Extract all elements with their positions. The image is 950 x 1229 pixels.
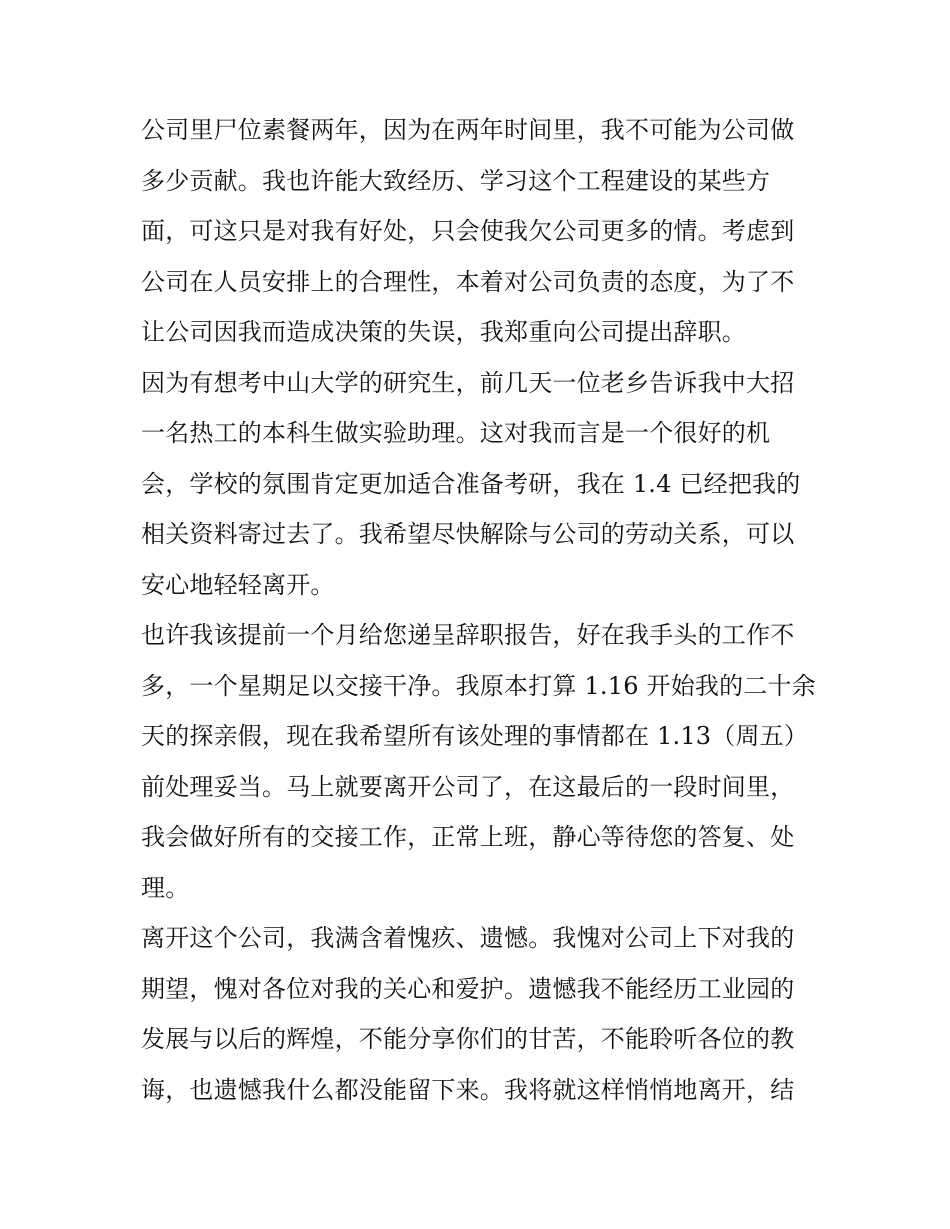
text-line: 相关资料寄过去了。我希望尽快解除与公司的劳动关系，可以	[141, 520, 795, 548]
text-line: 多，一个星期足以交接干净。我原本打算 1.16 开始我的二十余	[141, 671, 816, 700]
text-line: 安心地轻轻离开。	[141, 570, 335, 599]
text-line: 面，可这只是对我有好处，只会使我欠公司更多的情。考虑到	[141, 217, 795, 245]
text-line: 多少贡献。我也许能大致经历、学习这个工程建设的某些方	[141, 166, 771, 195]
text-line: 因为有想考中山大学的研究生，前几天一位老乡告诉我中大招	[141, 368, 795, 397]
text-line: 公司在人员安排上的合理性，本着对公司负责的态度，为了不	[141, 267, 795, 296]
text-line: 会，学校的氛围肯定更加适合准备考研，我在 1.4 已经把我的	[141, 469, 801, 498]
text-line: 理。	[141, 873, 190, 902]
text-line: 天的探亲假，现在我希望所有该处理的事情都在 1.13（周五）	[141, 722, 809, 750]
text-line: 发展与以后的辉煌，不能分享你们的甘苦，不能聆听各位的教	[141, 1025, 795, 1053]
text-line: 诲，也遗憾我什么都没能留下来。我将就这样悄悄地离开，结	[141, 1075, 795, 1104]
text-line: 前处理妥当。马上就要离开公司了，在这最后的一段时间里，	[141, 772, 795, 801]
text-line: 一名热工的本科生做实验助理。这对我而言是一个很好的机	[141, 419, 771, 447]
text-line: 让公司因我而造成决策的失误，我郑重向公司提出辞职。	[141, 318, 746, 346]
text-line: 也许我该提前一个月给您递呈辞职报告，好在我手头的工作不	[141, 621, 795, 649]
text-line: 公司里尸位素餐两年，因为在两年时间里，我不可能为公司做	[141, 116, 795, 144]
text-line: 离开这个公司，我满含着愧疚、遗憾。我愧对公司上下对我的	[141, 924, 795, 952]
document-body	[141, 105, 821, 1115]
text-line: 我会做好所有的交接工作，正常上班，静心等待您的答复、处	[141, 823, 795, 851]
text-line: 期望，愧对各位对我的关心和爱护。遗憾我不能经历工业园的	[141, 974, 795, 1003]
